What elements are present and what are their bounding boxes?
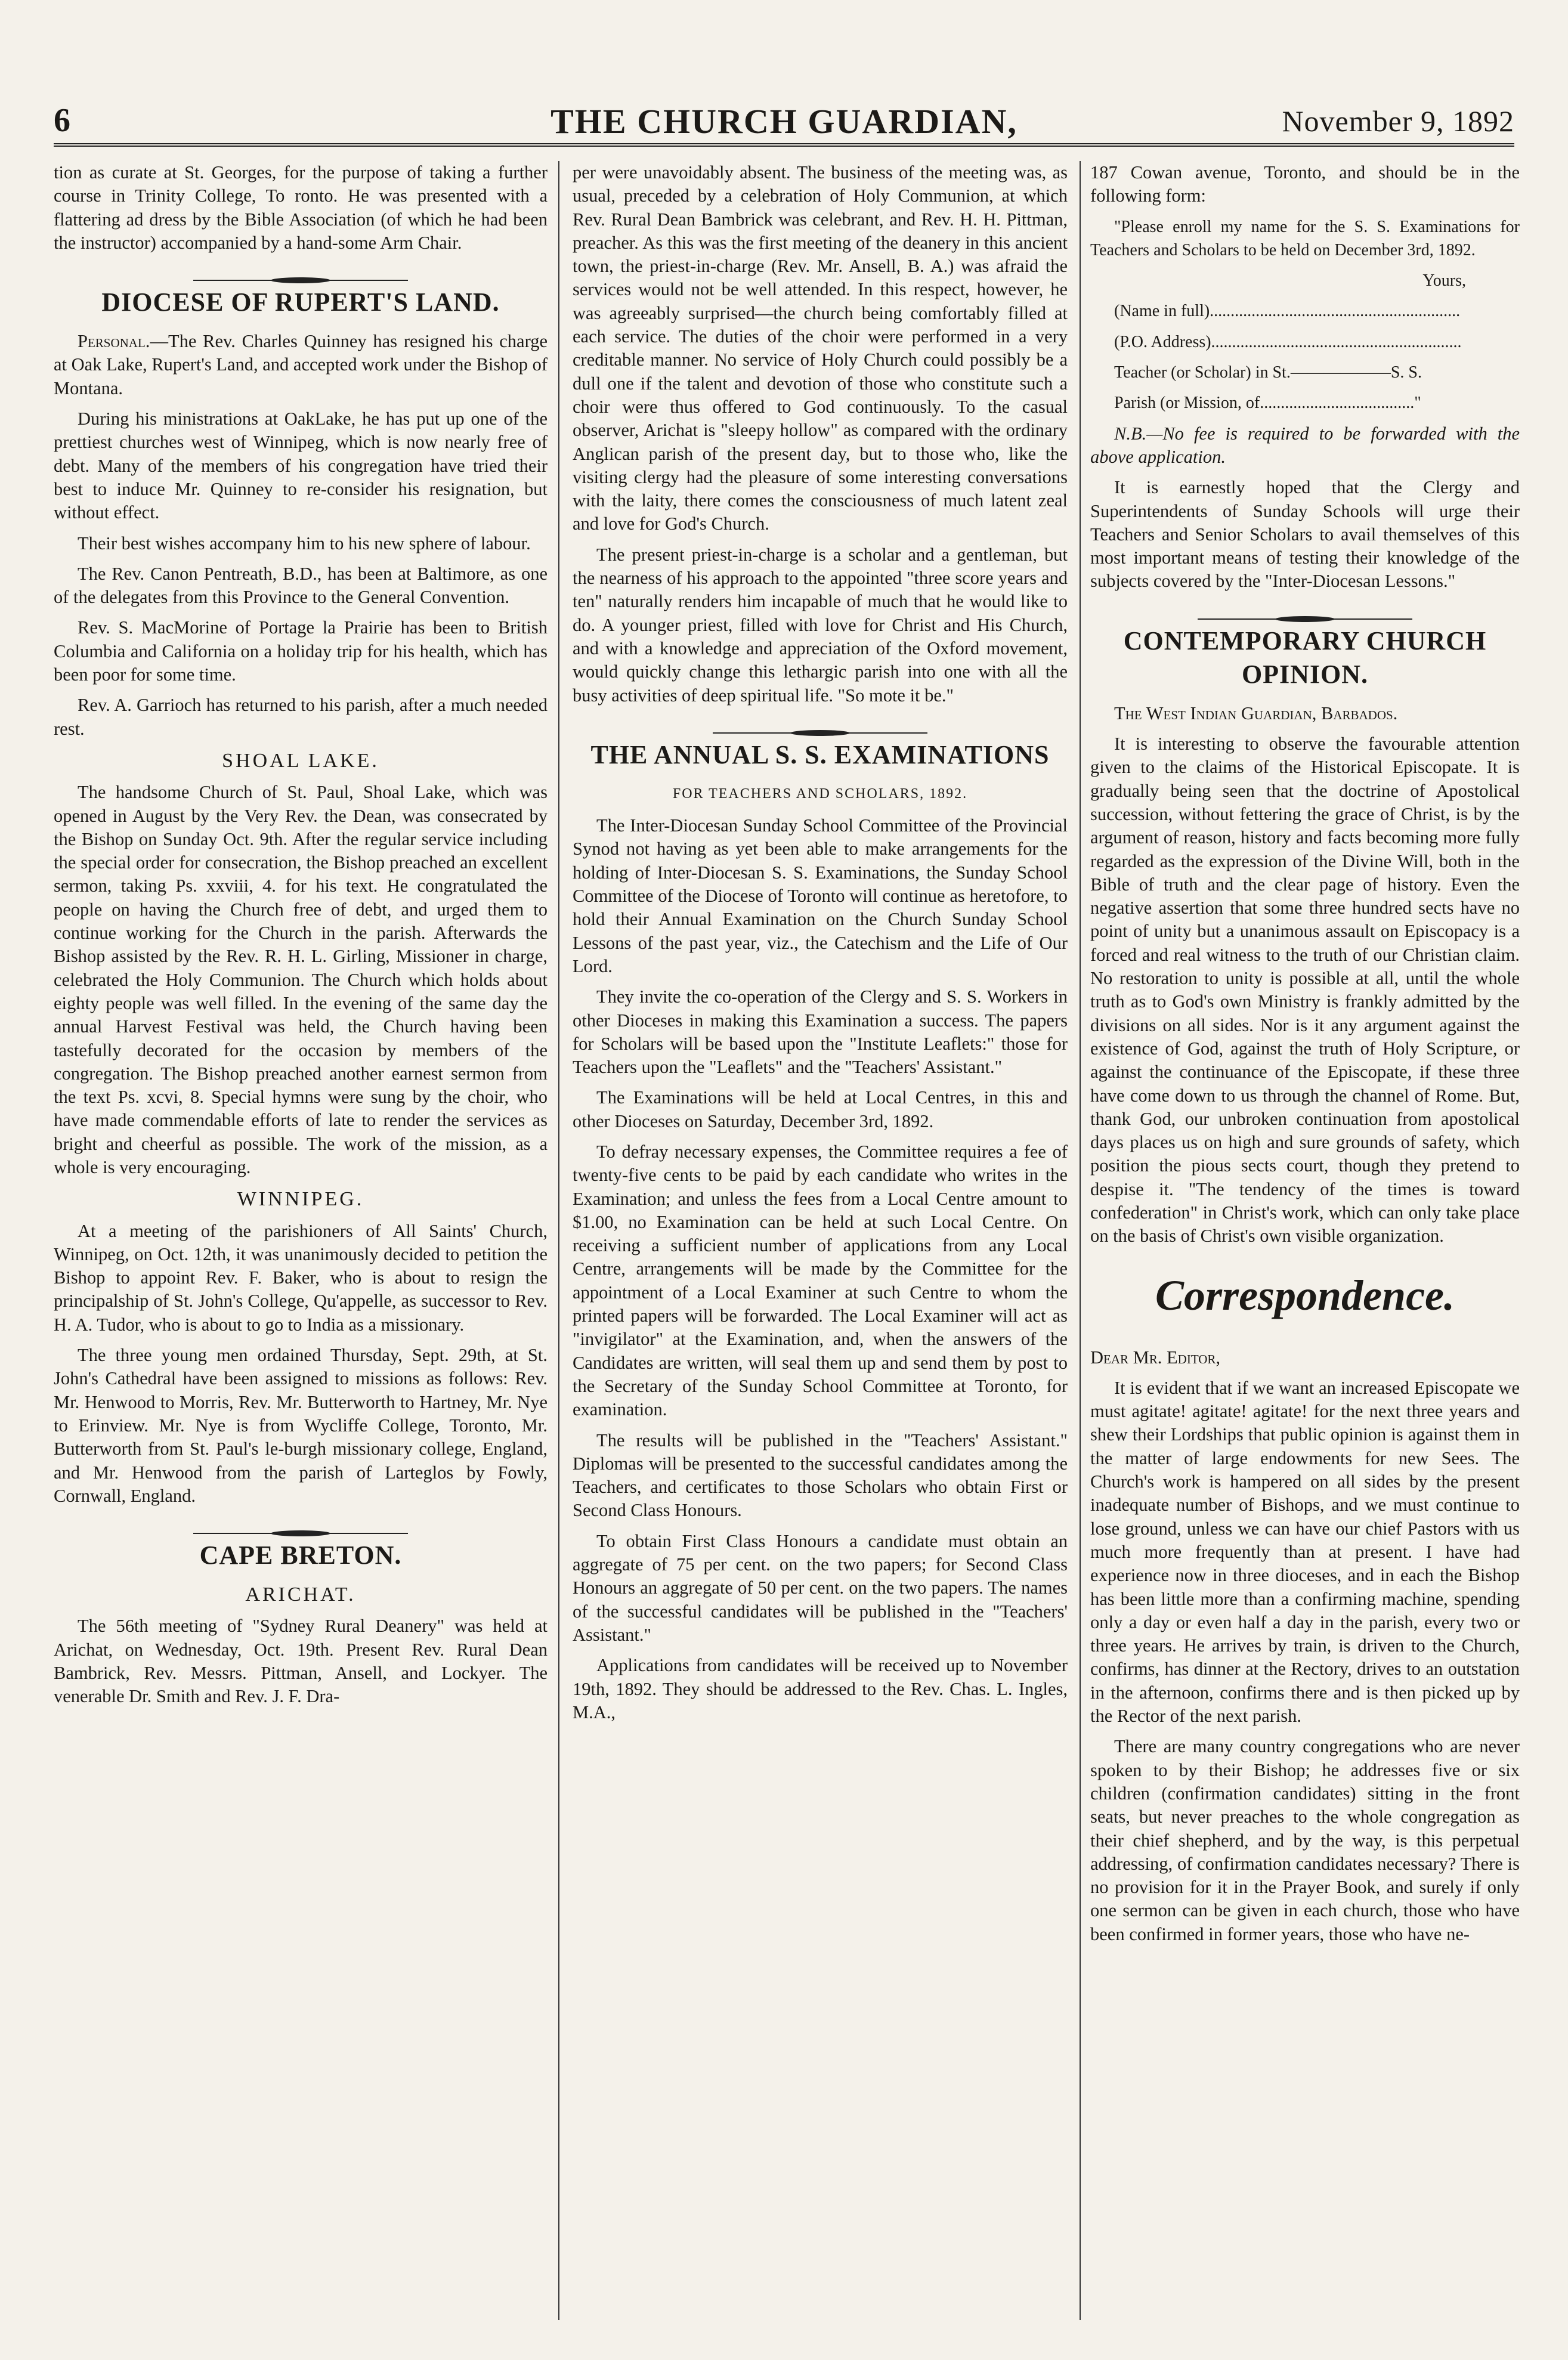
column-2 — [573, 161, 1068, 2332]
section-subheading: FOR TEACHERS AND SCHOLARS, 1892. — [672, 785, 968, 802]
paragraph: The 56th meeting of "Sydney Rural Deanery" was held at Arichat, on Wednesday, Oct. 19th. Present Rev. Rural Dean Bambrick, Rev. Messrs. Pittman, Ansell, and Lockyer. The venerable Dr. Smith and Rev. J. F. Dra- — [54, 1616, 548, 1707]
form-field-school: Teacher (or Scholar) in St.——————S. S. — [1114, 363, 1422, 382]
paragraph: The Rev. Canon Pentreath, B.D., has been at Baltimore, as one of the delegates from this Province to the General Convention. — [54, 563, 548, 608]
paragraph-label: Personal. — [78, 331, 150, 352]
paragraph: Applications from candidates will be received up to November 19th, 1892. They should be addressed to the Rev. Chas. L. Ingles, M.A., — [573, 1655, 1068, 1722]
paragraph: Rev. S. MacMorine of Portage la Prairie has been to British Columbia and California on a holiday trip for his health, which has been poor for some time. — [54, 617, 548, 685]
column-rule — [1080, 161, 1081, 2320]
section-heading-correspondence: Correspondence. — [1155, 1271, 1455, 1319]
ornament-divider — [573, 719, 1068, 725]
column-1 — [54, 161, 548, 2332]
newspaper-title: THE CHURCH GUARDIAN, — [550, 102, 1018, 141]
form-field-name: (Name in full)............................................................ — [1114, 302, 1461, 321]
section-heading: DIOCESE OF RUPERT'S LAND. — [101, 287, 500, 317]
paragraph: There are many country congregations who are never spoken to by their Bishop; he addresses five or six children (confirmation candidates) sitting in the front seats, but never preaches to the whole congregation as their chief shepherd, and by the way, is this perpetual addressing, of confirmation candidates necessary? There is no provision for it in the Prayer Book, and surely if only one sermon can be given in each church, those who have been confirmed in former years, those who have ne- — [1090, 1736, 1520, 1944]
form-field-parish: Parish (or Mission, of....................................." — [1114, 394, 1421, 413]
subsection-heading: ARICHAT. — [245, 1583, 356, 1606]
paragraph: Personal.—The Rev. Charles Quinney has resigned his charge at Oak Lake, Rupert's Land, and accepted work under the Bishop of Montana. — [54, 331, 548, 398]
ornament-divider — [1090, 605, 1520, 611]
paragraph: It is earnestly hoped that the Clergy and Superintendents of Sunday Schools will urge their Teachers and Senior Scholars to avail themselves of this most important means of testing their knowledge of the subjects covered by the "Inter-Diocesan Lessons." — [1090, 477, 1520, 592]
ornament-divider — [54, 267, 548, 273]
ornament-divider — [54, 1520, 548, 1526]
paragraph: Rev. A. Garrioch has returned to his parish, after a much needed rest. — [54, 695, 548, 739]
paragraph: To defray necessary expenses, the Committee requires a fee of twenty-five cents to be paid by each candidate who writes in the Examination; and unless the fees from a Local Centre amount to $1.00, no Examination can be held at such Local Centre. On receiving a sufficient number of applications from any Local Centre, arrangements will be made by the Committee for the appointment of a Local Examiner at such Centre to whom the printed papers will be forwarded. The Local Examiner will act as "invigilator" at the Examination, and, when the answers of the Candidates are written, will seal them up and send them by post to the Secretary of the Sunday School Committee at Toronto, for examination. — [573, 1141, 1068, 1420]
source-line: The West Indian Guardian, Barbados. — [1114, 703, 1398, 723]
paragraph: The handsome Church of St. Paul, Shoal Lake, which was opened in August by the Very Rev. the Dean, was consecrated by the Bishop on Sunday Oct. 9th. After the regular service including the special order for consecration, the Bishop preached an excellent sermon, taking Ps. xxviii, 4. for his text. He congratulated the people on having the Church free of debt, and urged them to continue working for the Church in the parish. Afterwards the Bishop assisted by the Rev. R. H. L. Girling, Missioner in charge, celebrated the Holy Communion. The Church which holds about eighty people was well filled. In the evening of the same day the annual Harvest Festival was held, the Church having been tastefully decorated for the occasion by members of the congregation. The Bishop preached another earnest sermon from the text Ps. xcvi, 8. Special hymns were sung by the choir, who have made commendable efforts of late to render the services as bright and cheerful as possible. The work of the mission, as a whole is very encouraging. — [54, 782, 548, 1177]
paragraph: It is interesting to observe the favourable attention given to the claims of the Historical Episcopate. It is gradually being seen that the doctrine of Apostolical succession, without fettering the grace of Christ, is by the argument of reason, history and facts becoming more fully regarded as the expression of the Divine Will, both in the Bible of truth and the clear page of history. Even the negative assertion that some three hundred sects have no point of unity but a unanimous assault on Episcopacy is a forced and real witness to the truth of our Christian claim. No restoration to unity is possible at all, until the whole truth as to God's own Ministry is frankly admitted by the divisions on all sides. Nor is it any argument against the existence of God, against the truth of Holy Scripture, or against the continuance of the Episcopate, if these three have come down to us through the channel of Rome. But, thank God, our unbroken continuation from apostolical days places us on high and sure grounds of safety, which position the pious sects court, though they pretend to despise it. "The tendency of the times is toward confederation" in Christ's work, which can only take place on the basis of Christ's own visible organization. — [1090, 734, 1520, 1246]
column-rule — [558, 161, 559, 2320]
paragraph: per were unavoidably absent. The business of the meeting was, as usual, preceded by a celebration of Holy Communion, at which Rev. Rural Dean Bambrick was celebrant, and Rev. H. H. Pittman, preacher. As this was the first meeting of the deanery in this ancient town, the priest-in-charge (Rev. Mr. Ansell, B. A.) was afraid the services would not be well attended. In this respect, however, he was agreeably surprised—the church being comfortably filled at each service. The duties of the choir were performed in a very creditable manner. No service of Holy Church could possibly be a dull one if the talent and devotion of those who constitute such a choir were thus offered to God continuously. To the casual observer, Arichat is "sleepy hollow" as compared with the ordinary Anglican parish of the present day, but to those who, like the visiting clergy had the pleasure of some interesting conversations with the laity, there comes the consciousness of much latent zeal and love for God's Church. — [573, 162, 1068, 534]
paragraph: The three young men ordained Thursday, Sept. 29th, at St. John's Cathedral have been assigned to missions as follows: Rev. Mr. Henwood to Morris, Rev. Mr. Butterworth to Hartney, Mr. Nye to Erinview. Mr. Nye is from Wycliffe College, Toronto, Mr. Butterworth from St. Paul's le-burgh missionary college, England, and Mr. Henwood from the parish of Larteglos by Fowly, Cornwall, England. — [54, 1345, 548, 1506]
section-heading: CAPE BRETON. — [199, 1541, 402, 1570]
paragraph: Their best wishes accompany him to his new sphere of labour. — [78, 533, 531, 553]
paragraph: 187 Cowan avenue, Toronto, and should be in the following form: — [1090, 162, 1520, 206]
form-text: Yours, — [1422, 271, 1466, 290]
note: N.B.—No fee is required to be forwarded with the above application. — [1090, 423, 1520, 467]
paragraph: The Examinations will be held at Local Centres, in this and other Dioceses on Saturday, December 3rd, 1892. — [573, 1087, 1068, 1131]
paragraph: It is evident that if we want an increased Episcopate we must agitate! agitate! agitate! for the next three years and shew their Lordships that public opinion is against them in the matter of large endowments for new Sees. The Church's work is hampered on all sides by the present inadequate number of Bishops, and we must continue to lose ground, unless we can have our chief Pastors with us much more frequently than at present. I have had experience now in three dioceses, and in each the Bishop has been little more than a confirming machine, spending only a day or even half a day in the parish, every two or three years. He arrives by train, is driven to the Church, confirms, has dinner at the Rectory, drives to an outstation in the afternoon, confirms there and is then picked up by the Rector of the next parish. — [1090, 1377, 1520, 1727]
form-field-address: (P.O. Address)............................................................ — [1114, 332, 1462, 351]
paragraph: At a meeting of the parishioners of All Saints' Church, Winnipeg, on Oct. 12th, it was unanimously decided to petition the Bishop to appoint Rev. F. Baker, who is about to resign the principalship of St. John's College, Qu'appelle, as successor to Rev. H. A. Tudor, who is about to go to India as a missionary. — [54, 1220, 548, 1335]
masthead — [54, 89, 1514, 147]
subsection-heading: SHOAL LAKE. — [222, 749, 379, 772]
paragraph: The present priest-in-charge is a scholar and a gentleman, but the nearness of his approach to the appointed "three score years and ten" naturally renders him incapable of much that he would like to do. A younger priest, filled with love for Christ and His Church, and with a knowledge and appreciation of the Oxford movement, would quickly change this lethargic parish into one with all the busy activities of deep spiritual life. "So mote it be." — [573, 544, 1068, 706]
issue-date: November 9, 1892 — [1282, 104, 1514, 138]
paragraph: To obtain First Class Honours a candidate must obtain an aggregate of 75 per cent. on the two papers; for Second Class Honours an aggregate of 50 per cent. on the two papers. The names of the successful candidates will be published in the "Teachers' Assistant." — [573, 1530, 1068, 1645]
section-heading: THE ANNUAL S. S. EXAMINATIONS — [590, 740, 1050, 769]
paragraph: The Inter-Diocesan Sunday School Committee of the Provincial Synod not having as yet been able to make arrangements for the holding of Inter-Diocesan S. S. Examinations, the Sunday School Committee of the Diocese of Toronto will continue as heretofore, to hold their Annual Examination on the Church Sunday School Lessons of the past year, viz., the Catechism and the Life of Our Lord. — [573, 815, 1068, 976]
paragraph: During his ministrations at OakLake, he has put up one of the prettiest churches west of Winnipeg, which is now nearly free of debt. Many of the members of his congregation have tried their best to induce Mr. Quinney to re-consider his resignation, but without effect. — [54, 409, 548, 523]
form-text: "Please enroll my name for the S. S. Examinations for Teachers and Scholars to be held on December 3rd, 1892. — [1090, 217, 1520, 259]
paragraph: They invite the co-operation of the Clergy and S. S. Workers in other Dioceses in making this Examination a success. The papers for Scholars will be based upon the "Institute Leaflets:" those for Teachers upon the "Leaflets" and the "Teachers' Assistant." — [573, 986, 1068, 1078]
paragraph: The results will be published in the "Teachers' Assistant." Diplomas will be presented to the successful candidates among the Teachers, and certificates to those Scholars who obtain First or Second Class Honours. — [573, 1430, 1068, 1521]
subsection-heading: WINNIPEG. — [237, 1188, 364, 1211]
page-number: 6 — [54, 102, 70, 139]
salutation: Dear Mr. Editor, — [1090, 1347, 1221, 1368]
article-continuation: tion as curate at St. Georges, for the purpose of taking a further course in Trinity College, To ronto. He was presented with a flattering ad dress by the Bible Association (of which he had been the instructor) accompanied by a hand-some Arm Chair. — [54, 162, 548, 253]
section-heading: CONTEMPORARY CHURCH OPINION. — [1123, 626, 1487, 689]
column-3 — [1090, 161, 1520, 2332]
